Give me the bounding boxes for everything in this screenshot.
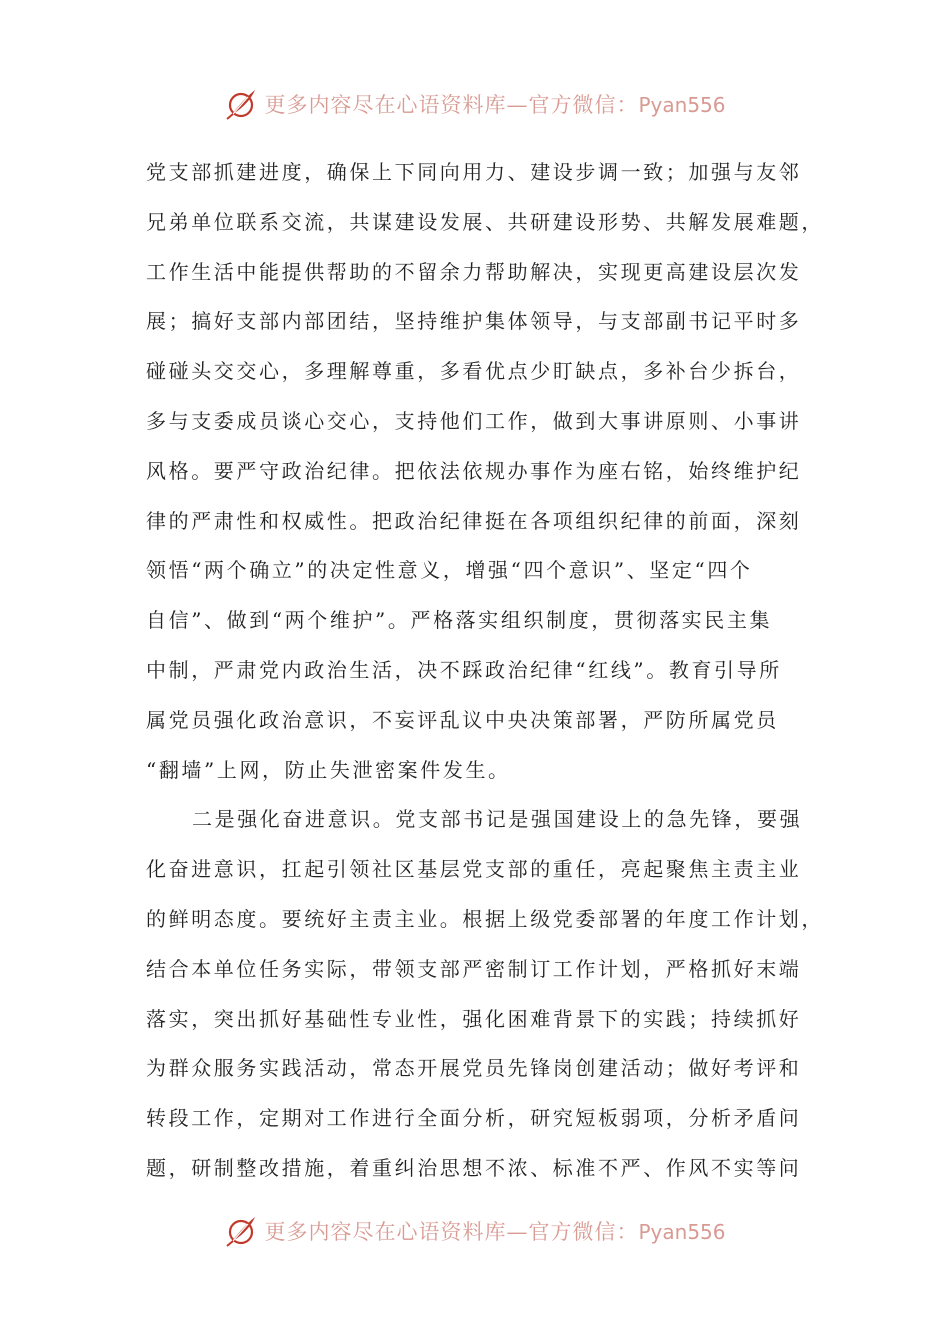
text-line: 结合本单位任务实际，带领支部严密制订工作计划，严格抓好末端 xyxy=(146,956,802,981)
footer-watermark xyxy=(0,1211,950,1251)
text-line: 律的严肃性和权威性。把政治纪律挺在各项组织纪律的前面，深刻 xyxy=(146,508,802,533)
watermark-label: 更多内容尽在心语资料库—官方微信： xyxy=(264,93,639,117)
watermark-text xyxy=(264,1216,725,1246)
text-line: 化奋进意识，扛起引领社区基层党支部的重任，亮起聚焦主责主业 xyxy=(146,857,802,882)
text-line: 落实，突出抓好基础性专业性，强化困难背景下的实践；持续抓好 xyxy=(146,1006,802,1031)
text-line: 自信”、做到“两个维护”。严格落实组织制度，贯彻落实民主集 xyxy=(146,608,773,633)
text-line: 工作生活中能提供帮助的不留余力帮助解决，实现更高建设层次发 xyxy=(146,259,802,284)
text-line: 题，研制整改措施，着重纠治思想不浓、标准不严、作风不实等问 xyxy=(146,1155,802,1180)
paragraph-start-line: 二是强化奋进意识。党支部书记是强国建设上的急先锋，要强 xyxy=(192,807,803,832)
feather-pen-circle-icon xyxy=(224,1214,258,1248)
text-line: 展；搞好支部内部团结，坚持维护集体领导，与支部副书记平时多 xyxy=(146,309,802,334)
text-line: 兄弟单位联系交流，共谋建设发展、共研建设形势、共解发展难题， xyxy=(146,209,824,234)
text-line: 中制，严肃党内政治生活，决不踩政治纪律“红线”。教育引导所 xyxy=(146,657,782,682)
watermark-text xyxy=(264,89,725,119)
text-line: “翻墙”上网，防止失泄密案件发生。 xyxy=(146,757,511,782)
text-line: 领悟“两个确立”的决定性意义，增强“四个意识”、坚定“四个 xyxy=(146,558,753,583)
header-watermark xyxy=(0,84,950,124)
feather-pen-circle-icon xyxy=(224,87,258,121)
text-line: 属党员强化政治意识，不妄评乱议中央决策部署，严防所属党员 xyxy=(146,707,779,732)
text-line: 多与支委成员谈心交心，支持他们工作，做到大事讲原则、小事讲 xyxy=(146,408,802,433)
text-line: 转段工作，定期对工作进行全面分析，研究短板弱项，分析矛盾问 xyxy=(146,1106,802,1131)
document-body xyxy=(146,148,826,1194)
watermark-wechat-id: Pyan556 xyxy=(638,1220,726,1244)
watermark-wechat-id: Pyan556 xyxy=(638,93,726,117)
text-line: 的鲜明态度。要统好主责主业。根据上级党委部署的年度工作计划， xyxy=(146,906,824,931)
watermark-label: 更多内容尽在心语资料库—官方微信： xyxy=(264,1220,639,1244)
text-line: 为群众服务实践活动，常态开展党员先锋岗创建活动；做好考评和 xyxy=(146,1056,802,1081)
text-line: 党支部抓建进度，确保上下同向用力、建设步调一致；加强与友邻 xyxy=(146,160,802,184)
text-line: 风格。要严守政治纪律。把依法依规办事作为座右铭，始终维护纪 xyxy=(146,458,802,483)
text-line: 碰碰头交交心，多理解尊重，多看优点少盯缺点，多补台少拆台， xyxy=(146,359,802,384)
